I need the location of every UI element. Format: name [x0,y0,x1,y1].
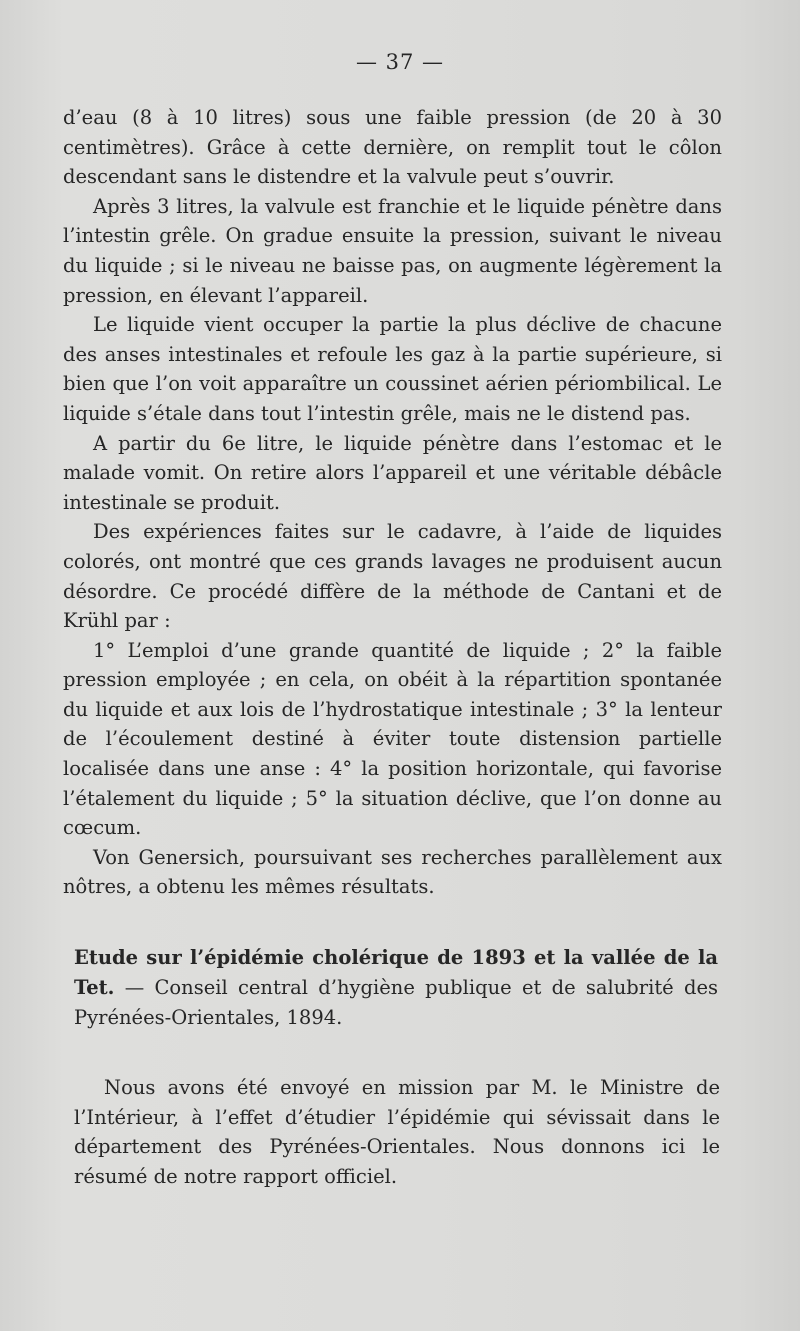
paragraph: 1° L’emploi d’une grande quantité de liquide ; 2° la faible pression employée ; en cela, on obéit à la répartition spontanée du liquide et aux lois de l’hydrostatique intestinale ; 3° la lenteur de l’écoulement destiné à éviter toute distension partielle localisée dans une anse : 4° la position horizontale, qui favorise l’étalement du liquide ; 5° la situation déclive, que l’on donne au cœcum. [63,638,722,840]
section-intro [74,1073,720,1191]
section-heading [74,943,718,1033]
paragraph: Von Genersich, poursuivant ses recherches parallèlement aux nôtres, a obtenu les mêmes résultats. [63,845,722,899]
paragraph: Le liquide vient occuper la partie la plus déclive de chacune des anses intestinales et refoule les gaz à la partie supérieure, si bien que l’on voit apparaître un coussinet aérien périombilical. Le liquide s’étale dans tout l’intestin grêle, mais ne le distend pas. [63,313,722,425]
paragraph: Après 3 litres, la valvule est franchie et le liquide pénètre dans l’intestin grêle. On gradue ensuite la pression, suivant le niveau du liquide ; si le niveau ne baisse pas, on augmente légèrement la pression, en élevant l’appareil. [63,194,722,307]
paragraph-continuation: d’eau (8 à 10 litres) sous une faible pression (de 20 à 30 centimètres). Grâce à cette dernière, on remplit tout le côlon descendant sans le distendre et la valvule peut s’ouvrir. [63,106,722,189]
paragraph: A partir du 6e litre, le liquide pénètre dans l’estomac et le malade vomit. On retire alors l’appareil et une véritable débâcle intestinale se produit. [63,431,722,514]
section-title-rest: — Conseil central d’hygiène publique et de salubrité des Pyrénées-Orientales, 1894. [74,976,718,1029]
page-number: — 37 — [355,50,445,74]
section-title-bold: Etude sur l’épidémie cholérique de 1893 et la vallée de la Tet. [74,946,718,999]
paragraph: Nous avons été envoyé en mission par M. le Ministre de l’Intérieur, à l’effet d’étudier l’épidémie qui sévissait dans le département des Pyrénées-Orientales. Nous donnons ici le résumé de notre rapport officiel. [74,1076,720,1188]
body-text [63,103,722,902]
paragraph: Des expériences faites sur le cadavre, à l’aide de liquides colorés, ont montré que ces grands lavages ne produisent aucun désordre. Ce procédé diffère de la méthode de Cantani et de Krühl par : [63,520,722,633]
